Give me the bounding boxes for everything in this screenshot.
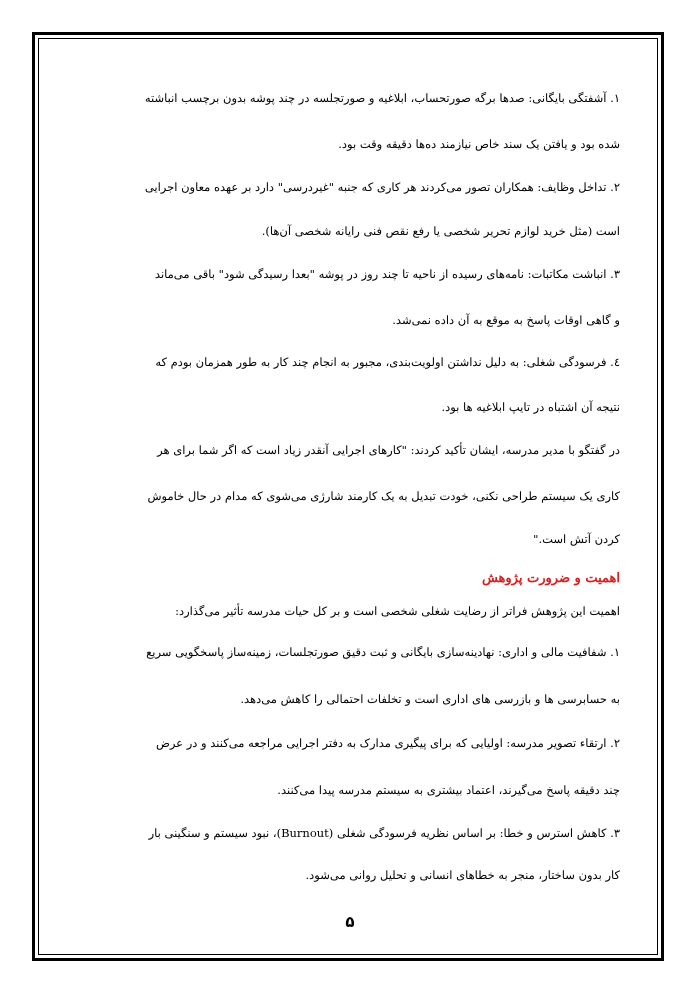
quote-line-2: کاری یک سیستم طراحی نکنی، خودت تبدیل به یک کارمند شارژی می‌شوی که مدام در حال خاموش — [147, 489, 620, 503]
paragraph-3-line-1: ۳. انباشت مکاتبات: نامه‌های رسیده از ناحیه تا چند روز در پوشه "بعدا رسیدگی شود" باقی می‌ماند — [154, 267, 620, 281]
paragraph-1-line-1: ۱. آشفتگی بایگانی: صدها برگه صورتحساب، ابلاغیه و صورتجلسه در چند پوشه بدون برچسب انباشته — [144, 91, 620, 105]
importance-2-line-1: ۲. ارتقاء تصویر مدرسه: اولیایی که برای پیگیری مدارک به دفتر اجرایی مراجعه می‌کنند و در عرض — [155, 736, 620, 750]
intro-line: اهمیت این پژوهش فراتر از رضایت شغلی شخصی است و بر کل حیات مدرسه تأثیر می‌گذارد: — [175, 604, 620, 618]
paragraph-2-line-2: است (مثل خرید لوازم تحریر شخصی یا رفع نقص فنی رایانه شخصی آن‌ها). — [261, 224, 620, 238]
importance-1-line-2: به حسابرسی ها و بازرسی های اداری است و تخلفات احتمالی را کاهش می‌دهد. — [240, 692, 620, 706]
paragraph-3-line-2: و گاهی اوقات پاسخ به موقع به آن داده نمی‌شد. — [392, 313, 620, 327]
importance-2-line-2: چند دقیقه پاسخ می‌گیرند، اعتماد بیشتری به سیستم مدرسه پیدا می‌کنند. — [277, 783, 620, 797]
quote-line-3: کردن آتش است." — [533, 532, 620, 546]
page-number: ۵ — [345, 913, 355, 931]
paragraph-2-line-1: ۲. تداخل وظایف: همکاران تصور می‌کردند هر کاری که جنبه "غیردرسی" دارد بر عهده معاون اجرایی — [144, 180, 620, 194]
quote-line-1: در گفتگو با مدیر مدرسه، ایشان تأکید کردند: "کارهای اجرایی آنقدر زیاد است که اگر شما برای هر — [157, 443, 620, 457]
importance-1-line-1: ۱. شفافیت مالی و اداری: نهادینه‌سازی بایگانی و ثبت دقیق صورتجلسات، زمینه‌ساز پاسخگویی سریع — [146, 645, 620, 659]
paragraph-4-line-2: نتیجه آن اشتباه در تایپ ابلاغیه ها بود. — [441, 400, 620, 414]
section-heading: اهمیت و ضرورت پژوهش — [481, 571, 620, 586]
paragraph-4-line-1: ٤. فرسودگی شغلی: به دلیل نداشتن اولویت‌بندی، مجبور به انجام چند کار به طور همزمان بودم که — [155, 355, 620, 369]
paragraph-1-line-2: شده بود و یافتن یک سند خاص نیازمند ده‌ها دقیقه وقت بود. — [338, 137, 620, 151]
importance-3-line-2: کار بدون ساختار، منجر به خطاهای انسانی و تحلیل روانی می‌شود. — [305, 868, 620, 882]
page-content — [78, 0, 620, 989]
importance-3-line-1: ۳. کاهش استرس و خطا: بر اساس نظریه فرسودگی شغلی (Burnout)، نبود سیستم و سنگینی بار — [148, 826, 620, 840]
